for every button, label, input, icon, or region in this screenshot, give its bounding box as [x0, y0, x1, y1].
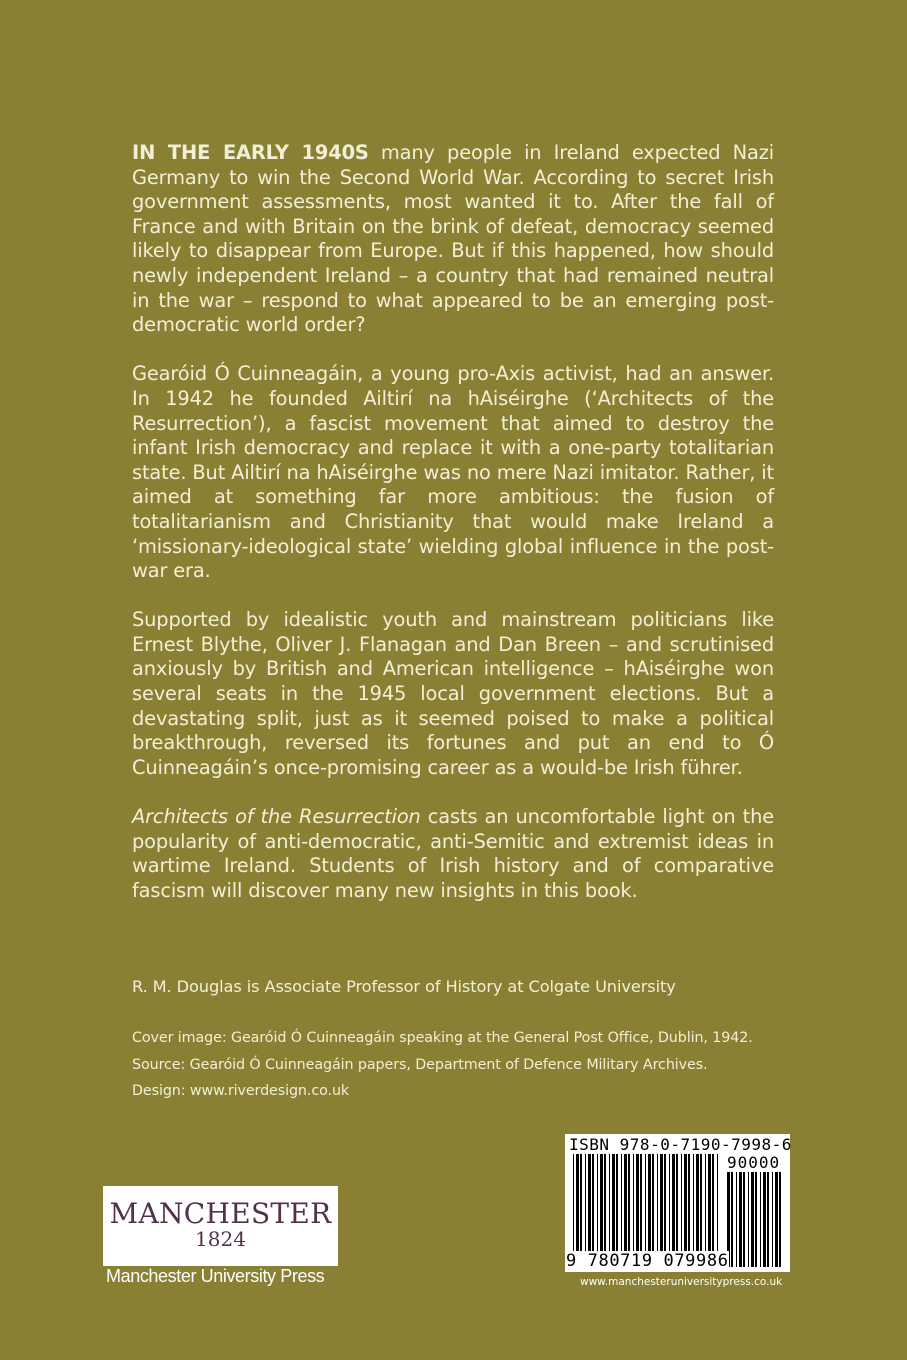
barcode-bar	[676, 1154, 678, 1254]
barcode-bar	[645, 1154, 646, 1254]
blurb-paragraph-4	[132, 805, 774, 903]
barcode-addon-number: 90000	[727, 1153, 781, 1172]
blurb-paragraph-1-text: many people in Ireland expected Nazi Germany to win the Second World War. According to secret Irish government assessments, most wanted it to. After the fall of France and with Britain on the brink of defeat, democracy seemed likely to disappear from Europe. But if this happened, how should newly independent Ireland – a country that had remained neutral in the war – respond to what appeared to be an emerging post-democratic world order?	[132, 141, 774, 337]
barcode-bar	[600, 1154, 603, 1254]
barcode-bar	[588, 1154, 591, 1254]
barcode-bar	[633, 1154, 634, 1254]
barcode-bar	[712, 1154, 714, 1254]
blurb-paragraph-3: Supported by idealistic youth and mainstream politicians like Ernest Blythe, Oliver J. Flanagan and Dan Breen – and scrutinised anxiously by British and American intelligence – hAiséirghe won several seats in the 1945 local government elections. But a devastating split, just as it seemed poised to make a political breakthrough, reversed its fortunes and put an end to Ó Cuinneagáin’s once-promising career as a would-be Irish führer.	[132, 608, 774, 779]
addon-barcode-bars	[727, 1172, 785, 1267]
back-cover-blurb	[132, 141, 774, 928]
barcode-bar	[628, 1154, 630, 1254]
barcode-bar	[684, 1154, 687, 1254]
publisher-website: www.manchesteruniversitypress.co.uk	[580, 1276, 783, 1288]
barcode-bar	[664, 1154, 666, 1254]
author-bio: R. M. Douglas is Associate Professor of History at Colgate University	[132, 977, 676, 996]
image-credits	[132, 1025, 812, 1105]
barcode-bar	[616, 1154, 618, 1254]
barcode-bar	[576, 1154, 579, 1254]
blurb-paragraph-1	[132, 141, 774, 338]
barcode-bar	[775, 1172, 778, 1267]
barcode-bar	[755, 1172, 757, 1267]
publisher-name: Manchester University Press	[106, 1266, 325, 1286]
barcode-bar	[739, 1172, 742, 1267]
barcode-bar	[696, 1154, 699, 1254]
isbn-label: ISBN 978-0-7190-7998-6	[569, 1135, 792, 1154]
barcode-bar	[688, 1154, 690, 1254]
blurb-paragraph-2: Gearóid Ó Cuinneagáin, a young pro-Axis activist, had an answer. In 1942 he founded Ailtirí na hAiséirghe (‘Architects of the Resurrection’), a fascist movement that aimed to destroy the infant Irish democracy and replace it with a one-party totalitarian state. But Ailtirí na hAiséirghe was no mere Nazi imitator. Rather, it aimed at something far more ambitious: the fusion of totalitarianism and Christianity that would make Ireland a ‘missionary-ideological state’ wielding global influence in the post-war era.	[132, 362, 774, 583]
barcode-bar	[621, 1154, 622, 1254]
barcode-bar	[763, 1172, 766, 1267]
barcode-bar	[580, 1154, 582, 1254]
barcode-bar	[672, 1154, 675, 1254]
publisher-logo-year: 1824	[195, 1227, 246, 1251]
barcode-bar	[669, 1154, 670, 1254]
barcode-bar	[640, 1154, 642, 1254]
barcode-bar	[731, 1172, 733, 1267]
barcode-bar	[573, 1154, 574, 1254]
isbn-barcode	[565, 1134, 790, 1272]
barcode-bar	[612, 1154, 615, 1254]
barcode-bar	[751, 1172, 754, 1267]
barcode-bar	[592, 1154, 594, 1254]
publisher-logo-name: MANCHESTER	[109, 1197, 332, 1230]
barcode-bar	[657, 1154, 658, 1254]
barcode-bar	[708, 1154, 711, 1254]
barcode-bar	[700, 1154, 702, 1254]
barcode-bar	[717, 1154, 718, 1254]
barcode-bar	[779, 1172, 781, 1267]
barcode-bar	[648, 1154, 651, 1254]
design-credit: Design: www.riverdesign.co.uk	[132, 1083, 350, 1099]
barcode-bar	[693, 1154, 694, 1254]
barcode-bar	[636, 1154, 639, 1254]
cover-image-credit: Cover image: Gearóid Ó Cuinneagáin speaking at the General Post Office, Dublin, 1942.	[132, 1030, 753, 1046]
barcode-bar	[767, 1172, 769, 1267]
barcode-bar	[705, 1154, 706, 1254]
barcode-bar	[652, 1154, 654, 1254]
barcode-bar	[597, 1154, 598, 1254]
barcode-bar	[585, 1154, 586, 1254]
barcode-bar	[760, 1172, 761, 1267]
barcode-bar	[609, 1154, 610, 1254]
barcode-bar	[748, 1172, 749, 1267]
source-credit: Source: Gearóid Ó Cuinneagáin papers, Department of Defence Military Archives.	[132, 1056, 708, 1073]
barcode-bar	[604, 1154, 606, 1254]
barcode-bar	[736, 1172, 737, 1267]
ean-barcode-bars	[573, 1154, 721, 1254]
barcode-bar	[660, 1154, 663, 1254]
blurb-lead-caps: IN THE EARLY 1940S	[132, 141, 369, 164]
barcode-bar	[681, 1154, 682, 1254]
barcode-bar	[624, 1154, 627, 1254]
publisher-logo	[103, 1186, 338, 1266]
ean-digits: 9 780719 079986	[566, 1251, 729, 1271]
barcode-bar	[772, 1172, 773, 1267]
barcode-bar	[743, 1172, 745, 1267]
book-title-italic: Architects of the Resurrection	[132, 805, 421, 829]
blurb-paragraph-4-text: casts an uncomfortable light on the popularity of anti-democratic, anti-Semitic and extremist ideas in wartime Ireland. Students of Irish history and of comparative fascism will discover many new insights in this book.	[132, 805, 775, 902]
